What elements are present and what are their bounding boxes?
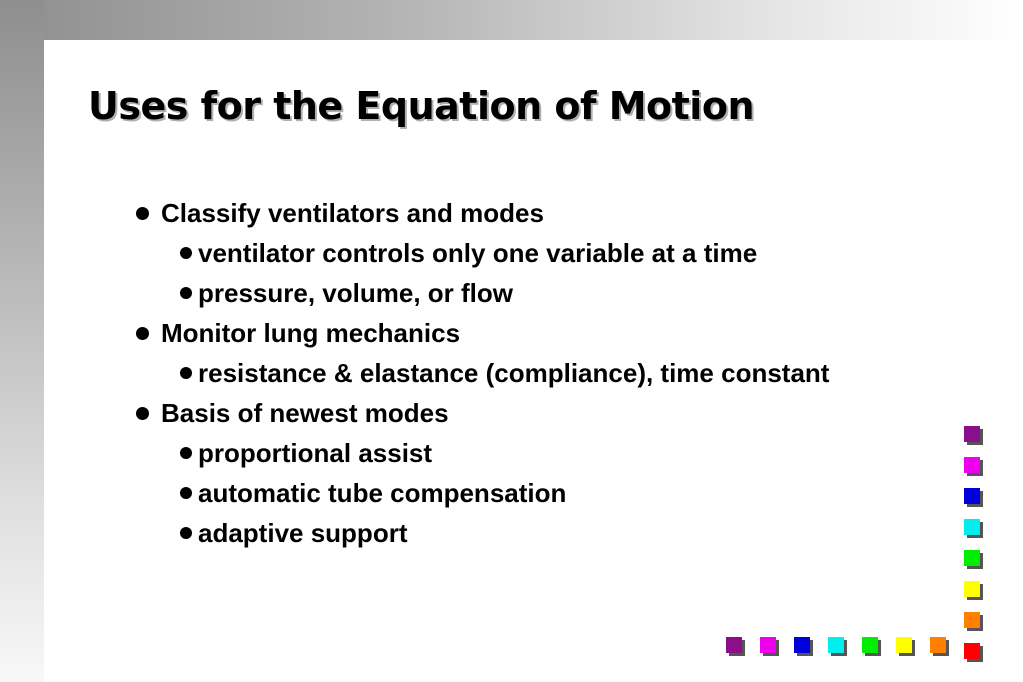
bullet-dot-icon [180,527,192,539]
decorative-square [760,637,776,653]
decorative-square [794,637,810,653]
bullet-dot-icon [180,447,192,459]
bullet-item [136,398,449,428]
bullet-text: automatic tube compensation [198,478,567,508]
bullet-text: pressure, volume, or flow [198,278,513,308]
decorative-square [964,519,980,535]
background-gradient-left [0,0,44,682]
decorative-square [964,643,980,659]
sub-bullet-item [180,358,829,388]
sub-bullet-item [180,278,513,308]
decorative-square [930,637,946,653]
decorative-square [964,612,980,628]
bullet-text: Classify ventilators and modes [161,198,544,228]
bullet-text: resistance & elastance (compliance), time constant [198,358,830,388]
sub-bullet-item [180,438,432,468]
bullet-dot-icon [180,287,192,299]
decorative-square [964,488,980,504]
slide-title: Uses for the Equation of Motion [88,84,754,128]
sub-bullet-item [180,518,407,548]
bullet-text: adaptive support [198,518,408,548]
bullet-item [136,198,544,228]
bullet-text: Monitor lung mechanics [161,318,461,348]
bullet-item [136,318,460,348]
decorative-square [964,581,980,597]
bullet-dot-icon [180,487,192,499]
bullet-text: Basis of newest modes [161,398,449,428]
decorative-square [862,637,878,653]
sub-bullet-item [180,238,757,268]
bullet-text: ventilator controls only one variable at a time [198,238,758,268]
decorative-square [964,426,980,442]
decorative-square [828,637,844,653]
sub-bullet-item [180,478,566,508]
bullet-dot-icon [136,407,149,420]
decorative-square [964,550,980,566]
decorative-square [726,637,742,653]
decorative-square [964,457,980,473]
bullet-dot-icon [180,367,192,379]
bullet-dot-icon [180,247,192,259]
bullet-dot-icon [136,327,149,340]
background-gradient-top [0,0,1023,40]
bullet-text: proportional assist [198,438,433,468]
decorative-square [896,637,912,653]
bullet-dot-icon [136,207,149,220]
